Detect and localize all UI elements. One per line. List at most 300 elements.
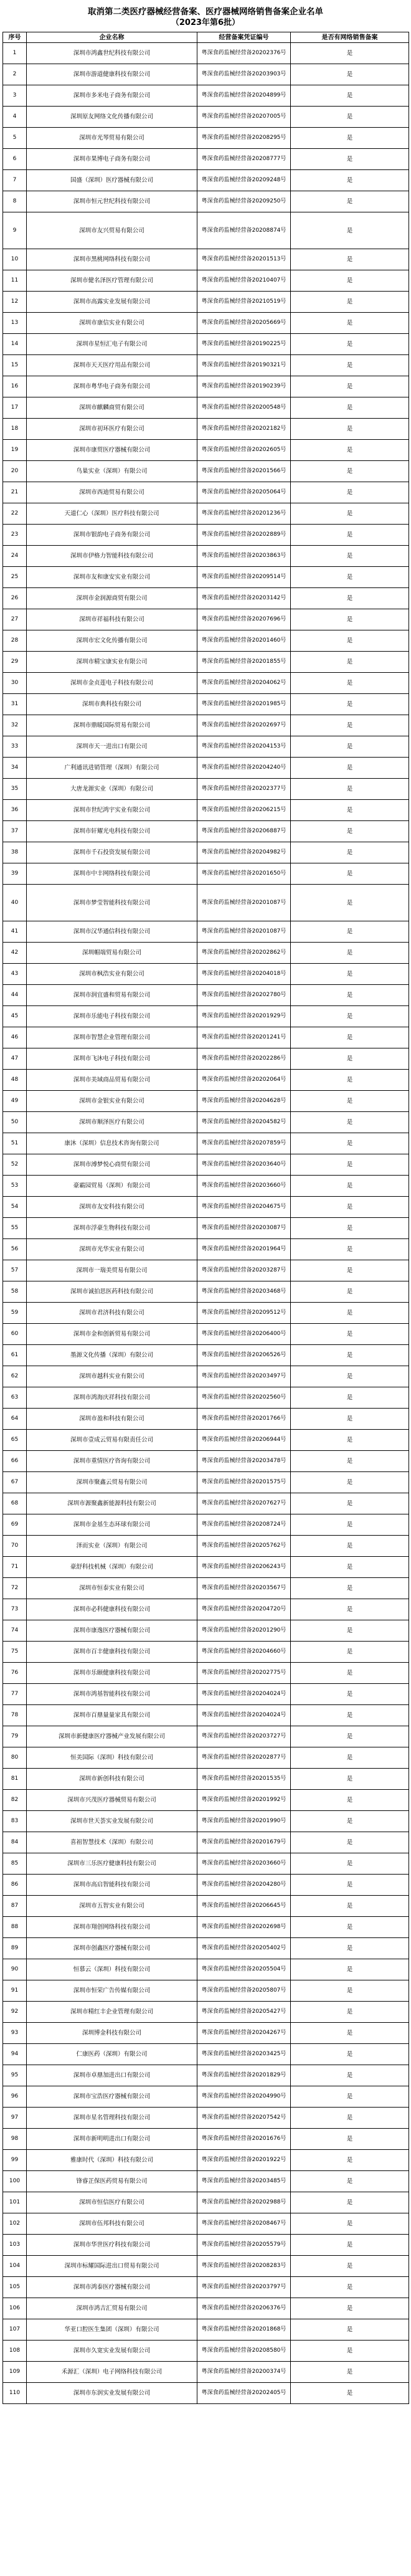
row-index: 38 [3,842,27,863]
license-number: 粤深食药监械经营备20207005号 [197,107,291,128]
license-number: 粤深食药监械经营备20204899号 [197,85,291,107]
license-number: 粤深食药监械经营备20203497号 [197,1366,291,1387]
row-index: 88 [3,1917,27,1938]
online-sales-flag: 是 [291,1324,409,1345]
license-number: 粤深食药监械经营备20205402号 [197,1938,291,1959]
row-index: 20 [3,461,27,482]
table-row [3,2256,409,2277]
online-sales-flag: 是 [291,736,409,758]
online-sales-flag: 是 [291,2341,409,2362]
row-index: 7 [3,170,27,191]
license-number: 粤深食药监械经营备20203485号 [197,2171,291,2192]
enterprise-name: 深圳市友兴贸易有限公司 [27,212,197,249]
enterprise-name: 深圳市鸿基智能科技有限公司 [27,1684,197,1705]
online-sales-flag: 是 [291,1409,409,1430]
row-index: 1 [3,43,27,64]
license-number: 粤深食药监械经营备20202405号 [197,2383,291,2404]
table-row [3,270,409,292]
row-index: 50 [3,1112,27,1133]
row-index: 44 [3,985,27,1006]
enterprise-name: 深圳市必科健康科技有限公司 [27,1599,197,1620]
enterprise-name: 深圳市君济科技有限公司 [27,1303,197,1324]
table-row [3,1578,409,1599]
row-index: 73 [3,1599,27,1620]
table-row [3,1070,409,1091]
enterprise-name: 深圳市金润源商贸有限公司 [27,588,197,609]
row-index: 59 [3,1303,27,1324]
license-number: 粤深食药监械经营备20208295号 [197,128,291,149]
row-index: 97 [3,2108,27,2129]
table-row [3,43,409,64]
table-row [3,609,409,630]
online-sales-flag: 是 [291,1917,409,1938]
row-index: 16 [3,376,27,397]
row-index: 68 [3,1493,27,1514]
license-number: 粤深食药监械经营备20201460号 [197,630,291,652]
enterprise-name: 深圳市精红丰企业管理有限公司 [27,2002,197,2023]
row-index: 58 [3,1281,27,1303]
online-sales-flag: 是 [291,355,409,376]
online-sales-flag: 是 [291,567,409,588]
enterprise-name: 恒美国际（深圳）科技有限公司 [27,1747,197,1769]
online-sales-flag: 是 [291,1514,409,1536]
enterprise-name: 深圳市五智实业有限公司 [27,1896,197,1917]
enterprise-name: 深圳市飞沐电子科技有限公司 [27,1048,197,1070]
row-index: 47 [3,1048,27,1070]
table-row [3,567,409,588]
enterprise-name: 深圳市伍邦科技有限公司 [27,2213,197,2235]
enterprise-name: 泽而实业（深圳）有限公司 [27,1536,197,1557]
online-sales-flag: 是 [291,2002,409,2023]
row-index: 102 [3,2213,27,2235]
license-number: 粤深食药监械经营备20203640号 [197,1154,291,1176]
row-index: 92 [3,2002,27,2023]
license-number: 粤深食药监械经营备20202775号 [197,1663,291,1684]
license-number: 粤深食药监械经营备20205504号 [197,1959,291,1980]
online-sales-flag: 是 [291,1980,409,2002]
table-row [3,1747,409,1769]
row-index: 12 [3,292,27,313]
enterprise-name: 深圳市天天医疗用品有限公司 [27,355,197,376]
enterprise-name: 深圳市鸿海庆祥科技有限公司 [27,1387,197,1409]
enterprise-name: 深圳市润宜盛和贸易有限公司 [27,985,197,1006]
table-row [3,149,409,170]
enterprise-name: 深圳市麒麟商贸有限公司 [27,397,197,419]
license-number: 粤深食药监械经营备20201868号 [197,2319,291,2341]
online-sales-flag: 是 [291,2065,409,2086]
online-sales-flag: 是 [291,1769,409,1790]
online-sales-flag: 是 [291,1790,409,1811]
table-row [3,2171,409,2192]
enterprise-name: 深圳市卓鼎加进出口有限公司 [27,2065,197,2086]
table-row [3,1832,409,1853]
enterprise-name: 深圳市光琴贸易有限公司 [27,128,197,149]
license-number: 粤深食药监械经营备20201992号 [197,1790,291,1811]
online-sales-flag: 是 [291,85,409,107]
page-title: 取消第二类医疗器械经营备案、医疗器械网络销售备案企业名单 [88,7,323,17]
table-row [3,2362,409,2383]
license-number: 粤深食药监械经营备20204240号 [197,758,291,779]
row-index: 60 [3,1324,27,1345]
table-header-row [3,32,409,43]
enterprise-name: 深圳市多米电子商务有限公司 [27,85,197,107]
license-number: 粤深食药监械经营备20204720号 [197,1599,291,1620]
row-index: 66 [3,1451,27,1472]
license-number: 粤深食药监械经营备20201236号 [197,503,291,525]
table-row [3,170,409,191]
license-number: 粤深食药监械经营备20202605号 [197,440,291,461]
license-number: 粤深食药监械经营备20209512号 [197,1303,291,1324]
enterprise-name: 深圳市标耀国际进出口贸易有限公司 [27,2256,197,2277]
row-index: 55 [3,1218,27,1239]
table-row [3,1536,409,1557]
table-row [3,1239,409,1260]
online-sales-flag: 是 [291,2277,409,2298]
row-index: 62 [3,1366,27,1387]
license-number: 粤深食药监械经营备20203468号 [197,1281,291,1303]
row-index: 54 [3,1197,27,1218]
table-row [3,921,409,943]
online-sales-flag: 是 [291,1281,409,1303]
row-index: 84 [3,1832,27,1853]
online-sales-flag: 是 [291,1578,409,1599]
online-sales-flag: 是 [291,1303,409,1324]
row-index: 77 [3,1684,27,1705]
license-number: 粤深食药监械经营备20203903号 [197,64,291,85]
online-sales-flag: 是 [291,2319,409,2341]
license-number: 粤深食药监械经营备20203660号 [197,1853,291,1875]
online-sales-flag: 是 [291,1239,409,1260]
row-index: 101 [3,2192,27,2213]
row-index: 15 [3,355,27,376]
license-number: 粤深食药监械经营备20201087号 [197,921,291,943]
enterprise-name: 仁康医药（深圳）有限公司 [27,2044,197,2065]
enterprise-name: 深圳市源聚鑫新能源科技有限公司 [27,1493,197,1514]
license-number: 粤深食药监械经营备20201290号 [197,1620,291,1642]
table-row [3,1281,409,1303]
table-row [3,1345,409,1366]
row-index: 40 [3,885,27,921]
table-row [3,1790,409,1811]
row-index: 23 [3,525,27,546]
license-number: 粤深食药监械经营备20207627号 [197,1493,291,1514]
enterprise-name: 深圳市粤华电子商务有限公司 [27,376,197,397]
table-row [3,2277,409,2298]
table-row [3,440,409,461]
table-row [3,2023,409,2044]
row-index: 57 [3,1260,27,1281]
enterprise-name: 深圳市金贞莲电子科技有限公司 [27,673,197,694]
online-sales-flag: 是 [291,525,409,546]
row-index: 9 [3,212,27,249]
license-number: 粤深食药监械经营备20203287号 [197,1260,291,1281]
row-index: 30 [3,673,27,694]
online-sales-flag: 是 [291,1176,409,1197]
table-row [3,673,409,694]
table-row [3,1176,409,1197]
online-sales-flag: 是 [291,482,409,503]
online-sales-flag: 是 [291,461,409,482]
row-index: 75 [3,1642,27,1663]
table-row [3,1959,409,1980]
row-index: 89 [3,1938,27,1959]
license-number: 粤深食药监械经营备20201676号 [197,2129,291,2150]
table-row [3,1324,409,1345]
enterprise-name: 深圳市黑桃网络科技有限公司 [27,249,197,270]
table-row [3,1853,409,1875]
table-row [3,1154,409,1176]
row-index: 22 [3,503,27,525]
enterprise-name: 天道仁心（深圳）医疗科技有限公司 [27,503,197,525]
row-index: 53 [3,1176,27,1197]
license-number: 粤深食药监械经营备20207542号 [197,2108,291,2129]
online-sales-flag: 是 [291,2298,409,2319]
enterprise-name: 深圳市祥福科技有限公司 [27,609,197,630]
online-sales-flag: 是 [291,673,409,694]
row-index: 99 [3,2150,27,2171]
table-row [3,2319,409,2341]
enterprise-name: 深圳市盈和科技有限公司 [27,1409,197,1430]
license-number: 粤深食药监械经营备20209250号 [197,191,291,212]
online-sales-flag: 是 [291,985,409,1006]
online-sales-flag: 是 [291,64,409,85]
row-index: 70 [3,1536,27,1557]
online-sales-flag: 是 [291,1705,409,1726]
table-row [3,1409,409,1430]
enterprise-name: 深圳市兴茂医疗器械贸易有限公司 [27,1790,197,1811]
license-number: 粤深食药监械经营备20206376号 [197,2298,291,2319]
table-row [3,1557,409,1578]
online-sales-flag: 是 [291,715,409,736]
online-sales-flag: 是 [291,842,409,863]
license-number: 粤深食药监械经营备20203727号 [197,1726,291,1747]
online-sales-flag: 是 [291,1345,409,1366]
license-number: 粤深食药监械经营备20201241号 [197,1027,291,1048]
online-sales-flag: 是 [291,1599,409,1620]
online-sales-flag: 是 [291,1726,409,1747]
enterprise-name: 深圳市新明明进出口有限公司 [27,2129,197,2150]
license-number: 粤深食药监械经营备20202286号 [197,1048,291,1070]
license-number: 粤深食药监械经营备20203660号 [197,1176,291,1197]
table-row [3,1218,409,1239]
table-row [3,821,409,842]
online-sales-flag: 是 [291,43,409,64]
enterprise-name: 深圳市枫浩实业有限公司 [27,964,197,985]
license-number: 粤深食药监械经营备20204675号 [197,1197,291,1218]
online-sales-flag: 是 [291,630,409,652]
row-index: 6 [3,149,27,170]
online-sales-flag: 是 [291,1366,409,1387]
table-row [3,779,409,800]
license-number: 粤深食药监械经营备20201922号 [197,2150,291,2171]
enterprise-name: 深圳市星名管理科技有限公司 [27,2108,197,2129]
license-number: 粤深食药监械经营备20202862号 [197,943,291,964]
enterprise-name: 深圳市高启智能科技有限公司 [27,1875,197,1896]
online-sales-flag: 是 [291,1112,409,1133]
enterprise-name: 深圳市康信实业有限公司 [27,313,197,334]
row-index: 28 [3,630,27,652]
table-row [3,2065,409,2086]
enterprise-name: 深圳市高露实业发展有限公司 [27,292,197,313]
license-number: 粤深食药监械经营备20205762号 [197,1536,291,1557]
row-index: 72 [3,1578,27,1599]
enterprise-name: 深圳市游道健康科技有限公司 [27,64,197,85]
enterprise-name: 深圳市新创科技有限公司 [27,1769,197,1790]
row-index: 31 [3,694,27,715]
table-row [3,1048,409,1070]
row-index: 41 [3,921,27,943]
table-row [3,1726,409,1747]
online-sales-flag: 是 [291,800,409,821]
online-sales-flag: 是 [291,1070,409,1091]
table-row [3,1642,409,1663]
online-sales-flag: 是 [291,1557,409,1578]
enterprise-name: 华亚口腔医生集团（深圳）有限公司 [27,2319,197,2341]
table-row [3,1006,409,1027]
table-row [3,1430,409,1451]
table-row [3,85,409,107]
row-index: 79 [3,1726,27,1747]
enterprise-name: 深圳市百丰健康科技有限公司 [27,1642,197,1663]
license-number: 粤深食药监械经营备20201679号 [197,1832,291,1853]
enterprise-name: 深圳市久宽实业发展有限公司 [27,2341,197,2362]
table-row [3,107,409,128]
online-sales-flag: 是 [291,2171,409,2192]
online-sales-flag: 是 [291,1959,409,1980]
license-number: 粤深食药监械经营备20201929号 [197,1006,291,1027]
license-number: 粤深食药监械经营备20201650号 [197,863,291,885]
table-row [3,1980,409,2002]
table-row [3,1451,409,1472]
enterprise-name: 深圳帽端贸易有限公司 [27,943,197,964]
online-sales-flag: 是 [291,821,409,842]
table-row [3,1027,409,1048]
online-sales-flag: 是 [291,376,409,397]
header-license-number: 经营备案凭证编号 [197,32,291,43]
license-number: 粤深食药监械经营备20201985号 [197,694,291,715]
online-sales-flag: 是 [291,1260,409,1281]
enterprise-name: 深圳市千石投资发展有限公司 [27,842,197,863]
enterprise-name: 深圳市光华实业有限公司 [27,1239,197,1260]
row-index: 78 [3,1705,27,1726]
enterprise-name: 豪舒科技机械（深圳）有限公司 [27,1557,197,1578]
row-index: 11 [3,270,27,292]
row-index: 108 [3,2341,27,2362]
table-row [3,1303,409,1324]
license-number: 粤深食药监械经营备20201566号 [197,461,291,482]
license-number: 粤深食药监械经营备20204582号 [197,1112,291,1133]
enterprise-name: 深圳市翔创网络科技有限公司 [27,1917,197,1938]
online-sales-flag: 是 [291,943,409,964]
enterprise-name: 深圳市东润实业发展有限公司 [27,2383,197,2404]
row-index: 104 [3,2256,27,2277]
enterprise-name: 深圳市顺泽医疗有限公司 [27,1112,197,1133]
license-number: 粤深食药监械经营备20204062号 [197,673,291,694]
enterprise-name: 国盛（深圳）医疗器械有限公司 [27,170,197,191]
table-row [3,2044,409,2065]
online-sales-flag: 是 [291,2256,409,2277]
enterprise-name: 深圳市聚鑫云贸易有限公司 [27,1472,197,1493]
license-number: 粤深食药监械经营备20206887号 [197,821,291,842]
enterprise-name: 墨源文化传播（深圳）有限公司 [27,1345,197,1366]
table-row [3,128,409,149]
online-sales-flag: 是 [291,779,409,800]
row-index: 71 [3,1557,27,1578]
license-number: 粤深食药监械经营备20205807号 [197,1980,291,2002]
row-index: 19 [3,440,27,461]
table-row [3,2086,409,2108]
online-sales-flag: 是 [291,2044,409,2065]
license-number: 粤深食药监械经营备20209514号 [197,567,291,588]
online-sales-flag: 是 [291,419,409,440]
license-number: 粤深食药监械经营备20205427号 [197,2002,291,2023]
license-number: 粤深食药监械经营备20208724号 [197,1514,291,1536]
online-sales-flag: 是 [291,609,409,630]
table-row [3,482,409,503]
online-sales-flag: 是 [291,1663,409,1684]
enterprise-table [2,32,409,2404]
table-row [3,2150,409,2171]
table-row [3,249,409,270]
enterprise-name: 深圳市华世医疗科技有限公司 [27,2235,197,2256]
license-number: 粤深食药监械经营备20201829号 [197,2065,291,2086]
license-number: 粤深食药监械经营备20201766号 [197,1409,291,1430]
enterprise-name: 雅康时代（深圳）科技有限公司 [27,2150,197,2171]
table-row [3,419,409,440]
license-number: 粤深食药监械经营备20207696号 [197,609,291,630]
table-row [3,461,409,482]
table-row [3,1599,409,1620]
table-row [3,1091,409,1112]
license-number: 粤深食药监械经营备20206526号 [197,1345,291,1366]
enterprise-name: 深圳原友网络文化传播有限公司 [27,107,197,128]
license-number: 粤深食药监械经营备20204660号 [197,1642,291,1663]
table-row [3,1387,409,1409]
online-sales-flag: 是 [291,652,409,673]
table-row [3,1197,409,1218]
table-row [3,2298,409,2319]
online-sales-flag: 是 [291,2192,409,2213]
enterprise-name: 深圳市三乐医疗健康科技有限公司 [27,1853,197,1875]
row-index: 105 [3,2277,27,2298]
license-number: 粤深食药监械经营备20204018号 [197,964,291,985]
table-row [3,2108,409,2129]
table-row [3,1663,409,1684]
row-index: 76 [3,1663,27,1684]
table-row [3,715,409,736]
license-number: 粤深食药监械经营备20205064号 [197,482,291,503]
row-index: 51 [3,1133,27,1154]
enterprise-name: 深圳市一瑞美贸易有限公司 [27,1260,197,1281]
row-index: 5 [3,128,27,149]
enterprise-name: 深圳市美域商品贸易有限公司 [27,1070,197,1091]
online-sales-flag: 是 [291,1684,409,1705]
table-row [3,313,409,334]
license-number: 粤深食药监械经营备20190225号 [197,334,291,355]
online-sales-flag: 是 [291,1154,409,1176]
enterprise-name: 锋睿芷保医药贸易有限公司 [27,2171,197,2192]
online-sales-flag: 是 [291,1430,409,1451]
table-row [3,885,409,921]
online-sales-flag: 是 [291,1197,409,1218]
license-number: 粤深食药监械经营备20210407号 [197,270,291,292]
license-number: 粤深食药监械经营备20204024号 [197,1684,291,1705]
enterprise-name: 康沐（深圳）信息技术咨询有限公司 [27,1133,197,1154]
enterprise-name: 深圳市鸿吉汇贸易有限公司 [27,2298,197,2319]
enterprise-name: 喜祖智慧技术（深圳）有限公司 [27,1832,197,1853]
enterprise-name: 鸟巢实业（深圳）有限公司 [27,461,197,482]
row-index: 25 [3,567,27,588]
